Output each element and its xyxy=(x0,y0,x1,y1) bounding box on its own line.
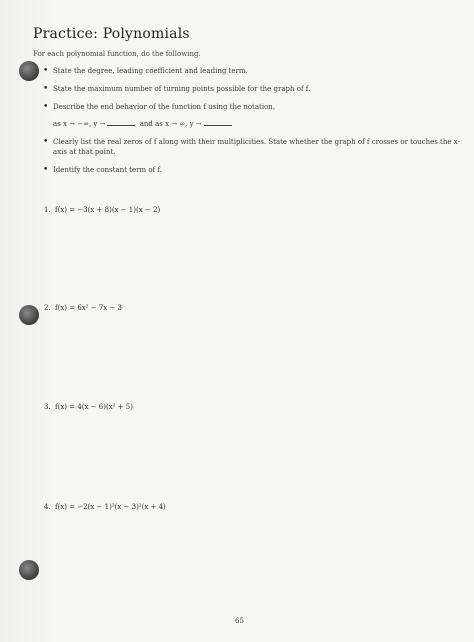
punch-hole xyxy=(19,61,39,81)
problem-4: 4. f(x) = −2(x − 1)³(x − 3)²(x + 4) xyxy=(44,503,166,511)
instruction-item: • State the maximum number of turning points possible for the graph of f. xyxy=(43,84,463,94)
instruction-item: • Describe the end behavior of the function f using the notation, as x → −∞, y → and as x → ∞, y → xyxy=(43,102,463,129)
page-number: 65 xyxy=(235,617,244,625)
problem-2: 2. f(x) = 6x² − 7x − 3 xyxy=(44,304,123,312)
punch-hole xyxy=(19,560,39,580)
end-behavior-notation: as x → −∞, y → and as x → ∞, y → xyxy=(53,119,463,129)
problem-1: 1. f(x) = −3(x + 8)(x − 1)(x − 2) xyxy=(44,206,161,214)
punch-hole xyxy=(19,305,39,325)
answer-blank xyxy=(107,119,135,126)
instruction-item: • Identify the constant term of f. xyxy=(43,165,463,175)
answer-blank xyxy=(204,119,232,126)
instruction-list xyxy=(43,66,463,183)
instruction-item: • Clearly list the real zeros of f along with their multiplicities. State whether the graph of f crosses or touches the x-axis at that point. xyxy=(43,137,463,157)
page-title: Practice: Polynomials xyxy=(33,26,190,42)
intro-text: For each polynomial function, do the following. xyxy=(33,50,201,58)
problem-3: 3. f(x) = 4(x − 6)(x² + 5) xyxy=(44,403,133,411)
instruction-item: • State the degree, leading coefficient and leading term. xyxy=(43,66,463,76)
